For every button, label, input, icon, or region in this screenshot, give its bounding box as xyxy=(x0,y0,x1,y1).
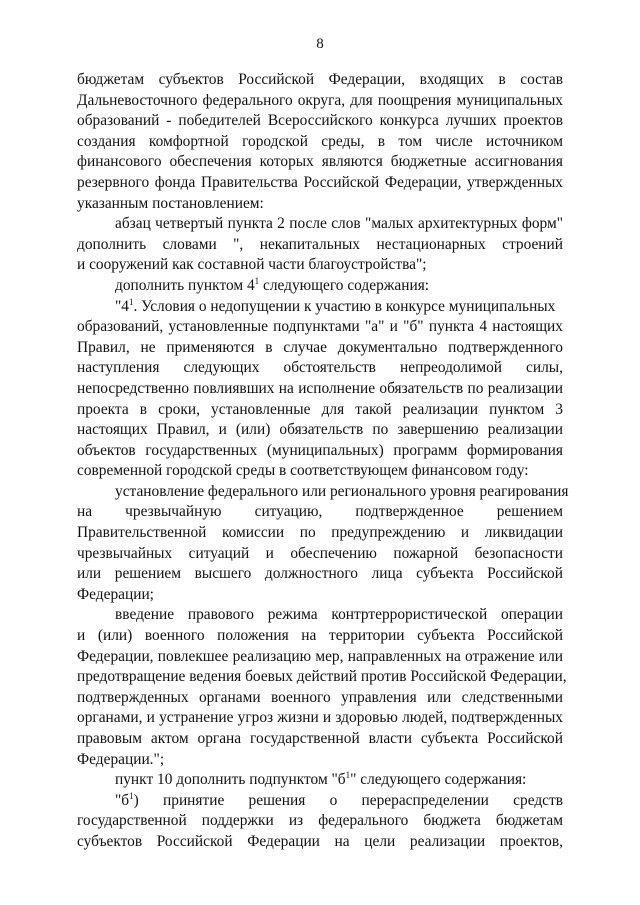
text-line: финансового обеспечения которых являются бюджетные ассигнования xyxy=(77,153,563,171)
text-line: подтвержденных органами военного управления или следственными xyxy=(77,688,563,706)
text-line: субъектов Российской Федерации на цели реализации проектов, xyxy=(77,832,563,850)
text-line: установление федерального или регионального уровня реагирования xyxy=(115,482,569,500)
text-line: объектов государственных (муниципальных) программ формирования xyxy=(77,441,563,459)
text-fragment: следующего содержания: xyxy=(259,276,430,294)
text-fragment: "б xyxy=(115,791,130,809)
text-line: Правил, не применяются в случае документально подтвержденного xyxy=(77,338,563,356)
text-line: абзац четвертый пункта 2 после слов "малых архитектурных форм" xyxy=(115,215,563,233)
text-line: Правительственной комиссии по предупреждению и ликвидации xyxy=(77,524,563,542)
superscript: 1 xyxy=(129,790,134,801)
text-line xyxy=(77,791,563,812)
text-line: указанным постановлением: xyxy=(77,194,264,212)
text-line: Федерации; xyxy=(77,585,154,603)
superscript: 1 xyxy=(254,275,260,286)
text-line: дополнить словами ", некапитальных нестационарных строений xyxy=(77,235,563,253)
text-line: образований - победителей Всероссийского конкурса лучших проектов xyxy=(77,112,563,130)
text-line: непосредственно повлиявших на исполнение обязательств по реализации xyxy=(77,379,563,397)
text-line: настоящих Правил, и (или) обязательств по завершению реализации xyxy=(77,421,563,439)
text-line xyxy=(77,297,563,318)
text-line xyxy=(77,770,563,791)
text-line: образований, установленные подпунктами "а" и "б" пункта 4 настоящих xyxy=(77,318,563,336)
document-body xyxy=(77,70,569,853)
text-line: резервного фонда Правительства Российской Федерации, утвержденных xyxy=(77,173,563,191)
text-line: бюджетам субъектов Российской Федерации, входящих в состав xyxy=(77,71,563,88)
text-fragment: " следующего содержания: xyxy=(350,771,527,789)
superscript: 1 xyxy=(345,770,351,781)
text-line: современной городской среды в соответствующем финансовом году: xyxy=(77,462,529,480)
page-number: 8 xyxy=(316,36,324,52)
text-fragment: ) принятие решения о перераспределении средств xyxy=(133,791,563,809)
text-line: органами, и устранение угроз жизни и здоровью людей, подтвержденных xyxy=(77,709,563,727)
text-line xyxy=(77,276,563,297)
text-line: Дальневосточного федерального округа, для поощрения муниципальных xyxy=(77,91,563,109)
text-line: предотвращение ведения боевых действий против Российской Федерации, xyxy=(77,668,567,686)
text-line: чрезвычайных ситуаций и обеспечению пожарной безопасности xyxy=(77,544,563,562)
text-line: на чрезвычайную ситуацию, подтвержденное решением xyxy=(77,503,563,521)
text-line: и (или) военного положения на территории субъекта Российской xyxy=(77,627,563,645)
text-line: Федерации."; xyxy=(77,750,165,768)
text-fragment: . Условия о недопущении к участию в конкурсе муниципальных xyxy=(133,297,556,315)
text-line: Федерации, повлекшее реализацию мер, направленных на отражение или xyxy=(77,647,563,665)
superscript: 1 xyxy=(128,296,134,307)
text-fragment: "4 xyxy=(115,297,129,315)
text-line: государственной поддержки из федерального бюджета бюджетам xyxy=(77,812,563,830)
text-line: создания комфортной городской среды, в том числе источником xyxy=(77,132,563,150)
text-line: правовым актом органа государственной власти субъекта Российской xyxy=(77,730,563,747)
text-line: проекта в сроки, установленные для такой реализации пунктом 3 xyxy=(77,400,563,418)
text-fragment: дополнить пунктом 4 xyxy=(115,276,255,294)
text-fragment: пункт 10 дополнить подпунктом "б xyxy=(115,771,346,789)
text-line: и сооружений как составной части благоустройства"; xyxy=(77,256,427,274)
text-line: наступления следующих обстоятельств непреодолимой силы, xyxy=(77,359,563,377)
text-line: или решением высшего должностного лица субъекта Российской xyxy=(77,565,563,583)
text-line: введение правового режима контртеррористической операции xyxy=(115,606,563,624)
